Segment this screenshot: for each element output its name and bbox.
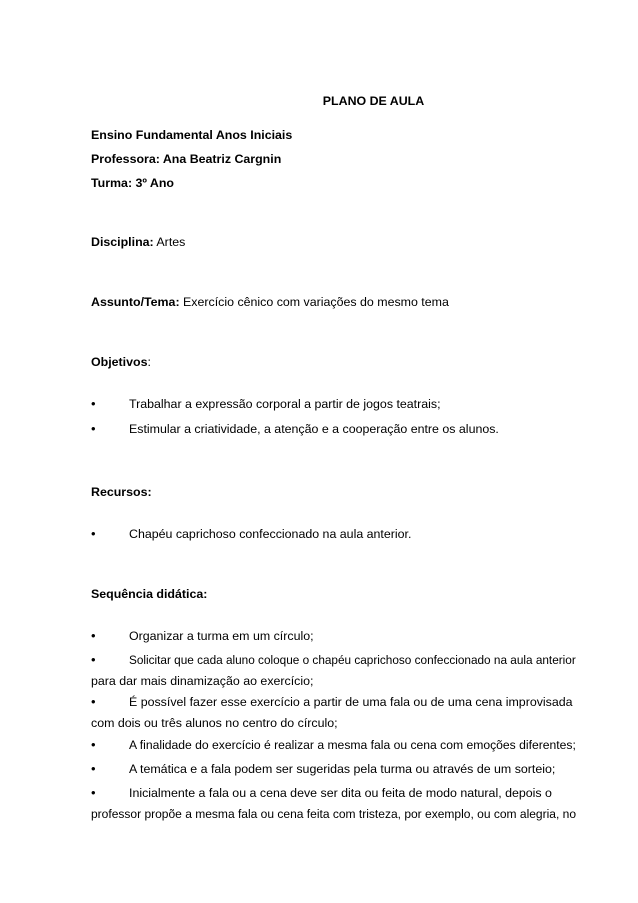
school-line: Ensino Fundamental Anos Iniciais [91, 128, 293, 142]
sequence-heading: Sequência didática: [91, 587, 208, 601]
sequence-item: A finalidade do exercício é realizar a mesma fala ou cena com emoções diferentes; [129, 738, 576, 752]
bullet-icon: • [91, 694, 96, 709]
bullet-icon: • [91, 785, 96, 800]
bullet-icon: • [91, 761, 96, 776]
class-line: Turma: 3º Ano [91, 176, 175, 190]
subject-value: Exercício cênico com variações do mesmo tema [183, 295, 449, 309]
objectives-heading [91, 354, 151, 370]
objective-item: Estimular a criatividade, a atenção e a cooperação entre os alunos. [129, 422, 499, 436]
discipline-line [91, 234, 185, 250]
sequence-item-continuation: com dois ou três alunos no centro do círculo; [91, 716, 338, 730]
sequence-item: Organizar a turma em um círculo; [129, 629, 314, 643]
resources-heading: Recursos: [91, 485, 152, 499]
bullet-icon: • [91, 526, 96, 541]
document-title: PLANO DE AULA [322, 94, 425, 108]
objectives-label: Objetivos [91, 355, 148, 369]
sequence-item-continuation: professor propõe a mesma fala ou cena feita com tristeza, por exemplo, ou com alegria, no [91, 807, 577, 821]
sequence-item: Solicitar que cada aluno coloque o chapéu caprichoso confeccionado na aula anterior [129, 653, 576, 667]
bullet-icon: • [91, 421, 96, 436]
sequence-item: Inicialmente a fala ou a cena deve ser dita ou feita de modo natural, depois o [129, 786, 552, 800]
subject-line [91, 294, 449, 310]
bullet-icon: • [91, 396, 96, 411]
bullet-icon: • [91, 737, 96, 752]
teacher-line: Professora: Ana Beatriz Cargnin [91, 152, 282, 166]
sequence-item: A temática e a fala podem ser sugeridas pela turma ou através de um sorteio; [129, 762, 556, 776]
sequence-item: É possível fazer esse exercício a partir de uma fala ou de uma cena improvisada [129, 695, 573, 709]
bullet-icon: • [91, 628, 96, 643]
bullet-icon: • [91, 652, 96, 667]
subject-label: Assunto/Tema: [91, 295, 180, 309]
discipline-value: Artes [156, 235, 186, 249]
sequence-item-continuation: para dar mais dinamização ao exercício; [91, 674, 314, 688]
discipline-label: Disciplina: [91, 235, 154, 249]
resource-item: Chapéu caprichoso confeccionado na aula anterior. [129, 527, 412, 541]
objectives-colon: : [147, 355, 151, 369]
objective-item: Trabalhar a expressão corporal a partir de jogos teatrais; [129, 397, 441, 411]
